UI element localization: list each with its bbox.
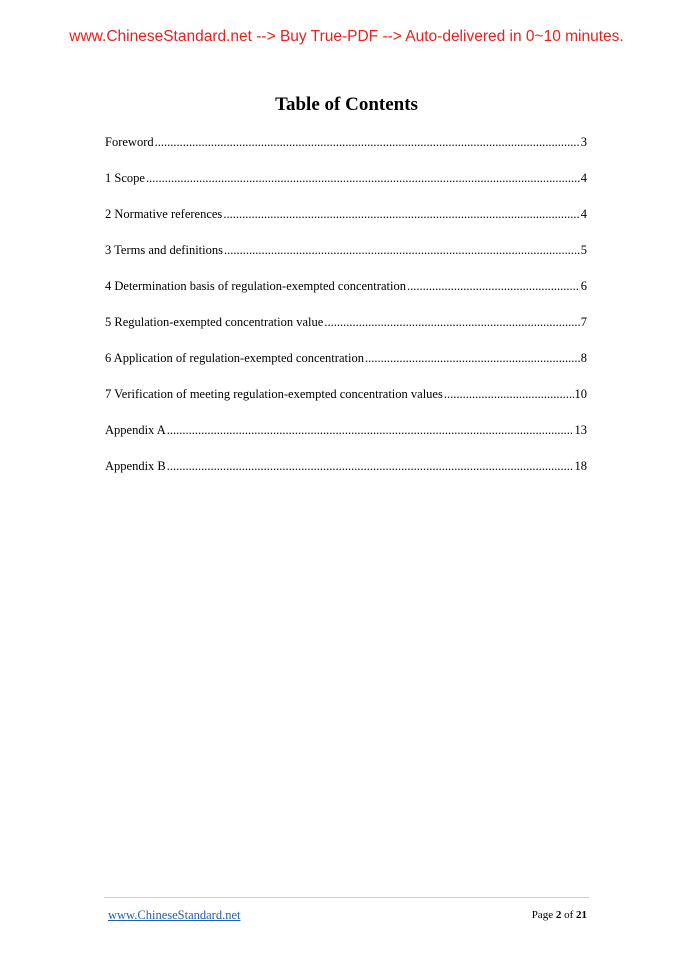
page-prefix: Page (531, 909, 556, 921)
footer-divider (104, 897, 589, 898)
toc-entry-scope[interactable] (105, 170, 587, 206)
toc-leader-dots (155, 134, 580, 150)
toc-leader-dots (167, 458, 574, 474)
toc-leader-dots (223, 206, 579, 222)
toc-entry-normative-references[interactable] (105, 206, 587, 242)
table-of-contents (105, 134, 587, 494)
toc-entry-concentration-value[interactable] (105, 314, 587, 350)
toc-entry-page: 18 (574, 459, 587, 473)
promo-banner[interactable]: www.ChineseStandard.net --> Buy True-PDF --> Auto-delivered in 0~10 minutes. (69, 28, 624, 45)
toc-entry-page: 6 (580, 279, 587, 293)
toc-entry-page: 8 (580, 351, 587, 365)
toc-entry-label: 2 Normative references (105, 207, 223, 221)
toc-leader-dots (146, 170, 580, 186)
toc-entry-label: Foreword (105, 135, 154, 149)
page-number (532, 909, 587, 921)
toc-entry-appendix-b[interactable] (105, 458, 587, 494)
toc-entry-appendix-a[interactable] (105, 422, 587, 458)
toc-entry-application[interactable] (105, 350, 587, 386)
toc-entry-label: Appendix B (105, 459, 166, 473)
toc-leader-dots (407, 278, 580, 294)
toc-entry-page: 10 (574, 387, 587, 401)
toc-entry-verification[interactable] (105, 386, 587, 422)
toc-entry-page: 5 (580, 243, 587, 257)
page-title: Table of Contents (275, 94, 418, 115)
toc-entry-page: 13 (574, 423, 587, 437)
toc-leader-dots (444, 386, 574, 402)
toc-entry-label: 5 Regulation-exempted concentration value (105, 315, 324, 329)
toc-leader-dots (365, 350, 580, 366)
toc-entry-label: 6 Application of regulation-exempted concentration (105, 351, 364, 365)
toc-entry-label: 1 Scope (105, 171, 145, 185)
toc-entry-terms-and-definitions[interactable] (105, 242, 587, 278)
page-of: of (561, 909, 576, 921)
toc-entry-label: Appendix A (105, 423, 166, 437)
page-total: 21 (576, 909, 587, 921)
toc-entry-label: 3 Terms and definitions (105, 243, 223, 257)
toc-leader-dots (167, 422, 574, 438)
toc-entry-label: 4 Determination basis of regulation-exempted concentration (105, 279, 406, 293)
toc-entry-page: 4 (580, 207, 587, 221)
toc-entry-page: 3 (580, 135, 587, 149)
footer-site-link[interactable]: www.ChineseStandard.net (108, 908, 241, 922)
toc-entry-foreword[interactable] (105, 134, 587, 170)
toc-entry-label: 7 Verification of meeting regulation-exempted concentration values (105, 387, 443, 401)
page-current: 2 (555, 909, 562, 921)
toc-leader-dots (324, 314, 579, 330)
toc-leader-dots (224, 242, 580, 258)
toc-entry-page: 7 (580, 315, 587, 329)
toc-entry-page: 4 (580, 171, 587, 185)
toc-entry-determination-basis[interactable] (105, 278, 587, 314)
